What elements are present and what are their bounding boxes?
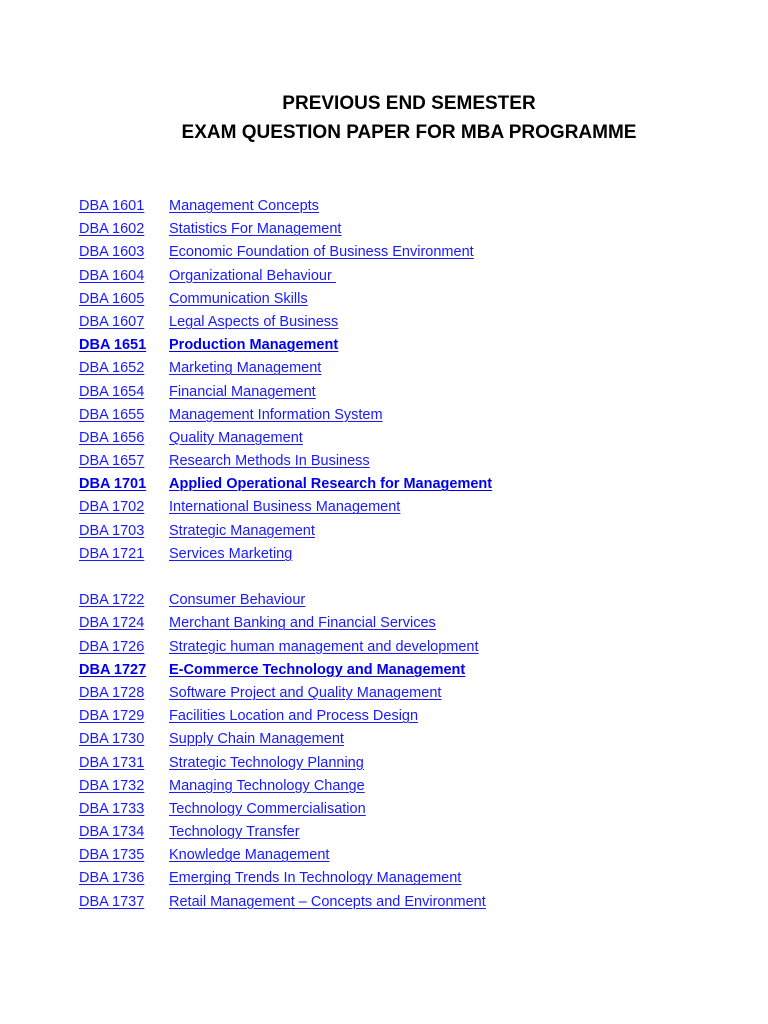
- course-name: Supply Chain Management: [169, 731, 344, 748]
- course-name: Financial Management: [169, 383, 316, 400]
- course-name: Technology Transfer: [169, 824, 300, 841]
- course-link[interactable]: [79, 358, 492, 381]
- course-code: DBA 1726: [79, 638, 145, 655]
- course-link[interactable]: [79, 753, 492, 776]
- course-name: Knowledge Management: [169, 847, 330, 864]
- course-code: DBA 1607: [79, 313, 145, 330]
- document-title-line-2: EXAM QUESTION PAPER FOR MBA PROGRAMME: [181, 122, 637, 143]
- course-code: DBA 1702: [79, 499, 145, 516]
- course-code: DBA 1735: [79, 847, 145, 864]
- course-code: DBA 1732: [79, 777, 145, 794]
- course-link[interactable]: [79, 312, 492, 335]
- course-name: Managing Technology Change: [169, 777, 365, 794]
- document-title-line-1: PREVIOUS END SEMESTER: [282, 93, 536, 114]
- course-code: DBA 1729: [79, 708, 145, 725]
- course-name: Technology Commercialisation: [169, 800, 366, 817]
- course-link[interactable]: [79, 521, 492, 544]
- course-code: DBA 1731: [79, 754, 145, 771]
- course-name: Legal Aspects of Business: [169, 313, 339, 330]
- course-name: Management Concepts: [169, 198, 319, 214]
- course-code: DBA 1655: [79, 406, 145, 423]
- course-link[interactable]: [79, 868, 492, 891]
- course-name: Strategic human management and development: [169, 638, 479, 655]
- course-link[interactable]: [79, 474, 492, 497]
- course-link[interactable]: [79, 892, 492, 915]
- course-code: DBA 1736: [79, 870, 145, 887]
- course-name: Economic Foundation of Business Environment: [169, 244, 474, 261]
- course-link[interactable]: [79, 289, 492, 312]
- course-link[interactable]: [79, 451, 492, 474]
- course-code: DBA 1730: [79, 731, 145, 748]
- course-link[interactable]: [79, 428, 492, 451]
- course-list: [79, 196, 492, 915]
- course-link[interactable]: [79, 382, 492, 405]
- course-link[interactable]: [79, 799, 492, 822]
- course-code: DBA 1605: [79, 290, 145, 307]
- course-code: DBA 1701: [79, 476, 147, 493]
- course-code: DBA 1603: [79, 244, 145, 261]
- course-link[interactable]: [79, 613, 492, 636]
- course-code: DBA 1604: [79, 267, 145, 284]
- course-name: Facilities Location and Process Design: [169, 708, 419, 725]
- course-code: DBA 1654: [79, 383, 145, 400]
- course-link[interactable]: [79, 219, 492, 242]
- course-name: E-Commerce Technology and Management: [169, 661, 466, 678]
- course-link[interactable]: [79, 729, 492, 752]
- course-name: Applied Operational Research for Management: [169, 476, 493, 493]
- course-code: DBA 1733: [79, 800, 145, 817]
- course-code: DBA 1727: [79, 661, 147, 678]
- course-code: DBA 1602: [79, 221, 145, 238]
- course-link[interactable]: [79, 266, 492, 289]
- course-code: DBA 1657: [79, 453, 145, 470]
- course-code: DBA 1652: [79, 360, 145, 377]
- course-link[interactable]: [79, 845, 492, 868]
- course-link[interactable]: [79, 590, 492, 613]
- course-link[interactable]: [79, 660, 492, 683]
- course-name: Marketing Management: [169, 360, 322, 377]
- course-code: DBA 1728: [79, 684, 145, 701]
- course-code: DBA 1724: [79, 615, 145, 632]
- course-name: Strategic Technology Planning: [169, 754, 364, 771]
- course-link[interactable]: [79, 683, 492, 706]
- course-name: Merchant Banking and Financial Services: [169, 615, 436, 632]
- course-link[interactable]: [79, 335, 492, 358]
- course-code: DBA 1734: [79, 824, 145, 841]
- course-code: DBA 1601: [79, 198, 145, 214]
- course-link[interactable]: [79, 497, 492, 520]
- course-code: DBA 1721: [79, 545, 145, 562]
- course-code: DBA 1703: [79, 522, 145, 539]
- course-name: Production Management: [169, 337, 339, 354]
- course-name: Statistics For Management: [169, 221, 342, 238]
- course-link[interactable]: [79, 196, 492, 219]
- course-link[interactable]: [79, 637, 492, 660]
- course-name: Management Information System: [169, 406, 383, 423]
- course-code: DBA 1656: [79, 429, 145, 446]
- course-code: DBA 1737: [79, 893, 145, 910]
- course-name: Emerging Trends In Technology Management: [169, 870, 462, 887]
- course-name: Research Methods In Business: [169, 453, 370, 470]
- course-name: Software Project and Quality Management: [169, 684, 442, 701]
- course-name: Strategic Management: [169, 522, 315, 539]
- course-name: Communication Skills: [169, 290, 308, 307]
- course-name: Organizational Behaviour: [169, 267, 336, 284]
- course-link[interactable]: [79, 242, 492, 265]
- course-name: Consumer Behaviour: [169, 592, 306, 609]
- course-code: DBA 1722: [79, 592, 145, 609]
- course-link[interactable]: [79, 822, 492, 845]
- course-name: Retail Management – Concepts and Environment: [169, 893, 486, 910]
- course-name: International Business Management: [169, 499, 401, 516]
- course-name: Quality Management: [169, 429, 303, 446]
- course-link[interactable]: [79, 706, 492, 729]
- course-code: DBA 1651: [79, 337, 147, 354]
- course-name: Services Marketing: [169, 545, 293, 562]
- course-link[interactable]: [79, 544, 492, 567]
- course-link[interactable]: [79, 405, 492, 428]
- course-link[interactable]: [79, 776, 492, 799]
